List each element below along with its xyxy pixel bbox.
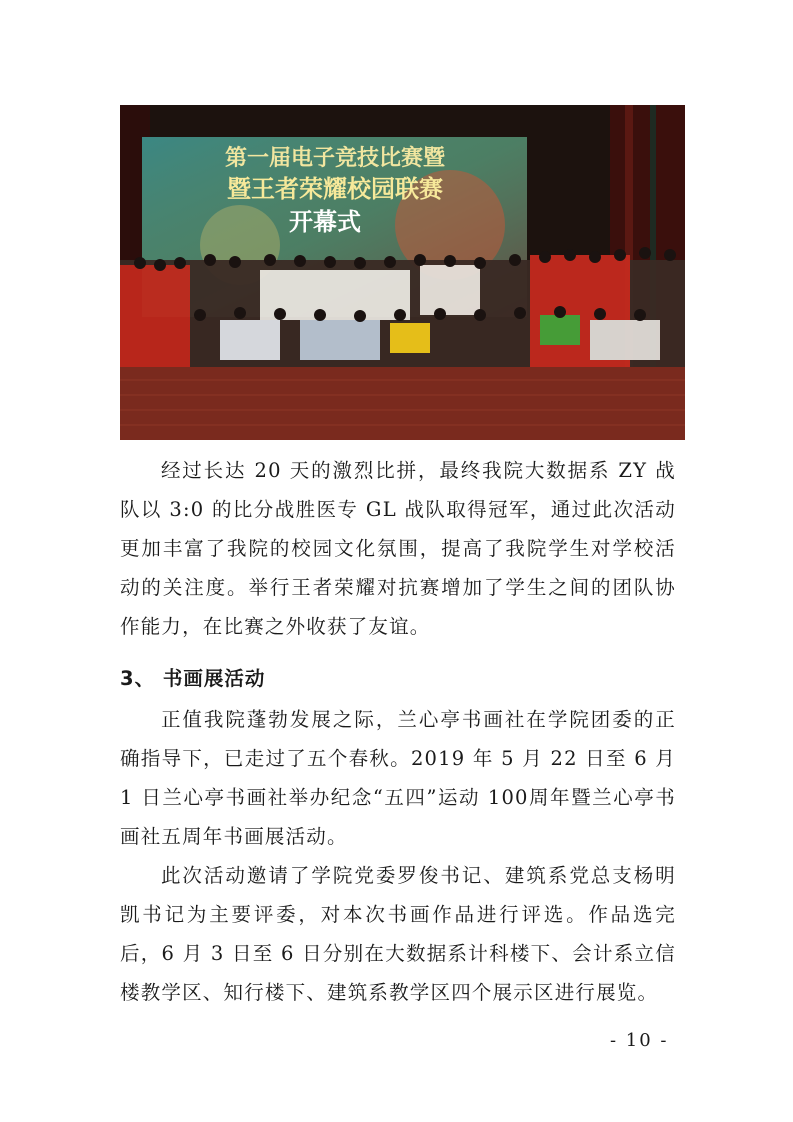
banner-title-line3: 开幕式 [289, 208, 361, 236]
page-number: - 10 - [610, 1030, 669, 1051]
paragraph-competition-result: 经过长达 20 天的激烈比拼，最终我院大数据系 ZY 战队以 3:0 的比分战胜医专 GL 战队取得冠军，通过此次活动更加丰富了我院的校园文化氛围，提高了我院学生对学校活动的关注度。举行王者荣耀对抗赛增加了学生之间的团队协作能力，在比赛之外收获了友谊。 [120, 459, 676, 638]
section-heading-calligraphy-exhibition: 3、 书画展活动 [120, 667, 266, 690]
banner-title-line2: 暨王者荣耀校园联赛 [227, 175, 443, 203]
event-photo [120, 105, 685, 440]
banner-title-line1: 第一届电子竞技比赛暨 [224, 146, 446, 171]
paragraph-calligraphy-intro: 正值我院蓬勃发展之际，兰心亭书画社在学院团委的正确指导下，已走过了五个春秋。2019 年 5 月 22 日至 6 月 1 日兰心亭书画社举办纪念“五四”运动 100周年暨兰心亭书画社五周年书画展活动。 [120, 708, 676, 848]
paragraph-calligraphy-judging: 此次活动邀请了学院党委罗俊书记、建筑系党总支杨明凯书记为主要评委，对本次书画作品进行评选。作品选完后，6 月 3 日至 6 日分别在大数据系计科楼下、会计系立信楼教学区、知行楼下、建筑系教学区四个展示区进行展览。 [120, 864, 676, 1004]
